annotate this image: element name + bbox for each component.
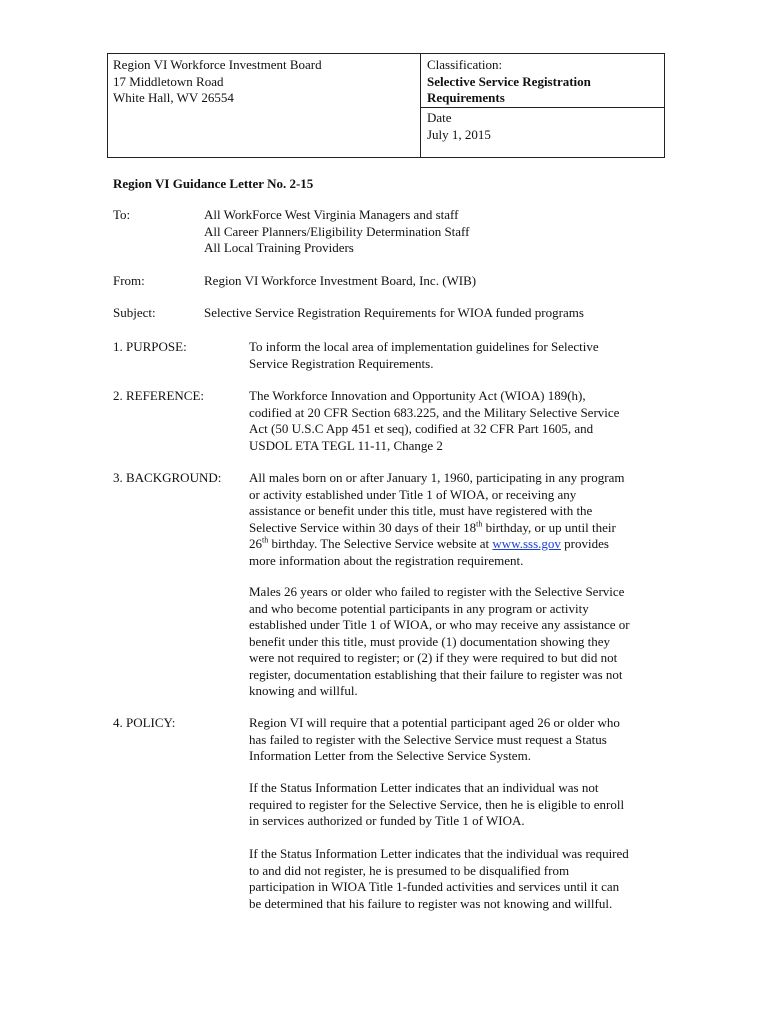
text-line: Males 26 years or older who failed to register with the Selective Service	[249, 584, 625, 599]
text-line: in services authorized or funded by Title 1 of WIOA.	[249, 813, 525, 828]
from-label: From:	[113, 273, 145, 288]
recipient-line: All WorkForce West Virginia Managers and staff	[204, 207, 459, 222]
to-label: To:	[113, 207, 131, 222]
reference-label: 2. REFERENCE:	[113, 388, 205, 403]
text-line: assistance or benefit under this title, must have registered with the	[249, 503, 593, 518]
policy-paragraph-1	[249, 715, 669, 765]
text-segment: 26	[249, 536, 262, 551]
text-line: or activity established under Title 1 of WIOA, or receiving any	[249, 486, 577, 502]
classification-value-line1: Selective Service Registration	[427, 73, 591, 89]
text-segment: provides	[560, 536, 609, 551]
classification-block	[427, 57, 591, 107]
header-box	[107, 53, 665, 158]
letter-title: Region VI Guidance Letter No. 2-15	[113, 176, 314, 191]
text-line: Information Letter from the Selective Service System.	[249, 748, 531, 763]
text-line: established under Title 1 of WIOA, or who may receive any assistance or	[249, 617, 630, 632]
classification-label: Classification:	[427, 57, 503, 72]
purpose-label: 1. PURPOSE:	[113, 339, 187, 354]
text-line: benefit under this title, must provide (1) documentation showing they	[249, 633, 611, 649]
text-line: If the Status Information Letter indicates that an individual was not	[249, 780, 599, 795]
superscript: th	[262, 535, 269, 545]
text-line: and who become potential participants in any program or activity	[249, 600, 589, 616]
text-line: All males born on or after January 1, 1960, participating in any program	[249, 470, 625, 485]
subject-value: Selective Service Registration Requirements for WIOA funded programs	[204, 305, 584, 320]
superscript: th	[476, 519, 483, 529]
text-line: register, documentation establishing that their failure to register was not	[249, 666, 623, 682]
policy-paragraph-3	[249, 846, 669, 912]
text-line: participation in WIOA Title 1-funded activities and services until it can	[249, 879, 620, 894]
text-line: The Workforce Innovation and Opportunity Act (WIOA) 189(h),	[249, 388, 586, 403]
to-recipients	[204, 207, 469, 257]
text-segment: birthday. The Selective Service website at	[268, 536, 493, 551]
reference-text	[249, 388, 669, 454]
text-line: be determined that his failure to register was not knowing and willful.	[249, 895, 613, 911]
purpose-text	[249, 339, 669, 372]
subject-label: Subject:	[113, 305, 156, 320]
text-line: more information about the registration requirement.	[249, 552, 524, 568]
text-line: has failed to register with the Selective Service must request a Status	[249, 731, 607, 747]
text-line: to and did not register, he is presumed to be disqualified from	[249, 862, 570, 878]
from-value: Region VI Workforce Investment Board, Inc. (WIB)	[204, 273, 477, 288]
background-label: 3. BACKGROUND:	[113, 470, 222, 485]
recipient-line: All Career Planners/Eligibility Determination Staff	[204, 223, 470, 239]
text-line: To inform the local area of implementation guidelines for Selective	[249, 339, 599, 354]
text-line: were not required to register; or (2) if they were required to but did not	[249, 650, 618, 665]
org-street: 17 Middletown Road	[113, 73, 224, 89]
date-label: Date	[427, 110, 452, 125]
text-line: codified at 20 CFR Section 683.225, and the Military Selective Service	[249, 404, 620, 420]
classification-value-line2: Requirements	[427, 90, 505, 105]
text-line: USDOL ETA TEGL 11-11, Change 2	[249, 437, 443, 453]
text-line: knowing and willful.	[249, 683, 358, 698]
policy-paragraph-2	[249, 780, 669, 830]
text-segment: birthday, or up until their	[482, 519, 616, 535]
org-city: White Hall, WV 26554	[113, 90, 234, 105]
header-divider-horizontal	[421, 107, 664, 108]
text-line	[249, 520, 669, 537]
text-line: Region VI will require that a potential participant aged 26 or older who	[249, 715, 620, 730]
text-line	[249, 536, 669, 553]
text-line: Act (50 U.S.C App 451 et seq), codified at 32 CFR Part 1605, and	[249, 421, 594, 436]
organization-address	[113, 57, 413, 107]
date-value: July 1, 2015	[427, 126, 491, 142]
text-line: required to register for the Selective Service, then he is eligible to enroll	[249, 796, 625, 812]
org-name: Region VI Workforce Investment Board	[113, 57, 322, 72]
text-line: If the Status Information Letter indicates that the individual was required	[249, 846, 629, 861]
date-block	[427, 110, 491, 143]
background-paragraph-2	[249, 584, 669, 700]
background-paragraph-1	[249, 470, 669, 569]
classification-cell	[421, 54, 664, 157]
text-line: Service Registration Requirements.	[249, 355, 434, 371]
recipient-line: All Local Training Providers	[204, 240, 354, 255]
text-segment: Selective Service within 30 days of their 18	[249, 519, 477, 535]
policy-label: 4. POLICY:	[113, 715, 176, 730]
sss-website-link[interactable]: www.sss.gov	[492, 536, 561, 551]
